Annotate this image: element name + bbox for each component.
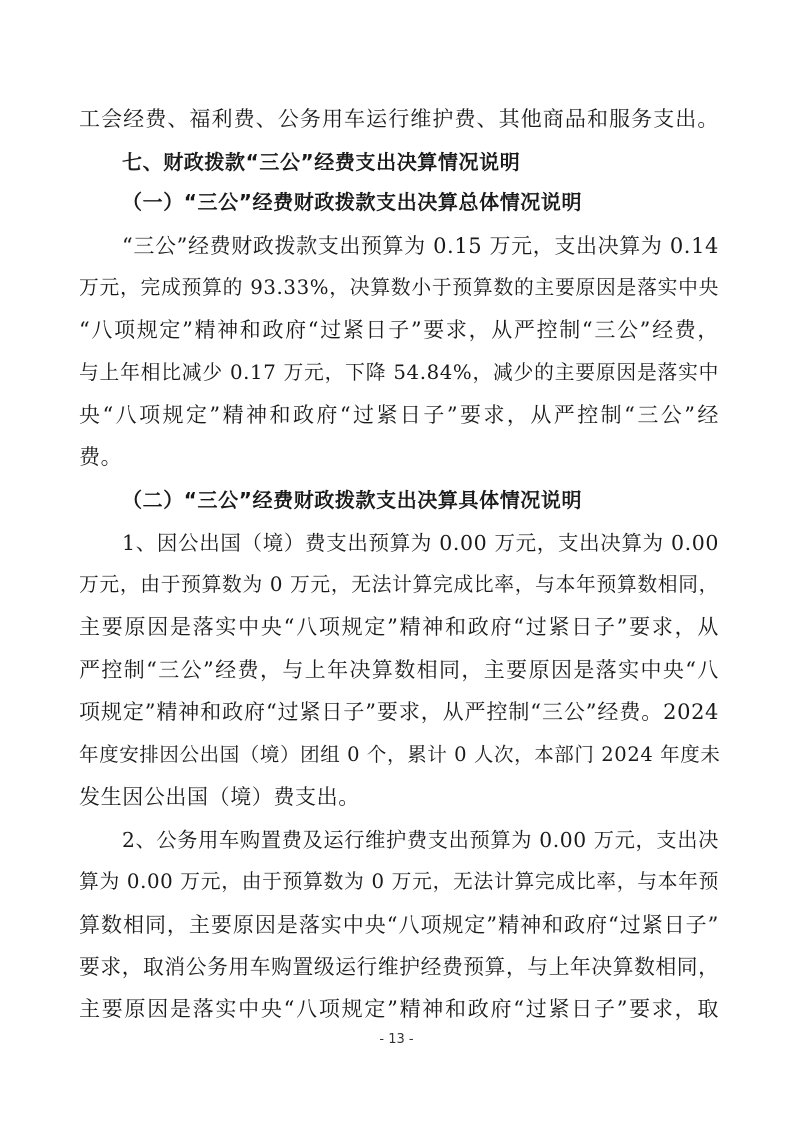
paragraph-line: “八项规定”精神和政府“过紧日子”要求，从严控制“三公”经费， [79, 318, 719, 342]
paragraph-line: 算数相同，主要原因是落实中央“八项规定”精神和政府“过紧日子” [79, 913, 719, 937]
paragraph-line: 与上年相比减少 0.17 万元，下降 54.84%，减少的主要原因是落实中 [79, 361, 719, 384]
paragraph-line: 1、因公出国（境）费支出预算为 0.00 万元，支出决算为 0.00 [122, 531, 719, 555]
paragraph-line: “三公”经费财政拨款支出预算为 0.15 万元，支出决算为 0.14 [122, 234, 719, 258]
paragraph-line: 严控制“三公”经费，与上年决算数相同，主要原因是落实中央“八 [79, 658, 719, 682]
paragraph-line: 主要原因是落实中央“八项规定”精神和政府“过紧日子”要求，从 [79, 615, 719, 639]
paragraph-line: 万元，完成预算的 93.33%，决算数小于预算数的主要原因是落实中央 [79, 276, 719, 299]
section-heading: 七、财政拨款“三公”经费支出决算情况说明 [122, 150, 521, 174]
paragraph-line: 算为 0.00 万元，由于预算数为 0 万元，无法计算完成比率，与本年预 [79, 870, 719, 893]
subsection-heading: （二）“三公”经费财政拨款支出决算具体情况说明 [122, 488, 583, 512]
paragraph-line: 工会经费、福利费、公务用车运行维护费、其他商品和服务支出。 [79, 107, 719, 131]
paragraph-line: 费。 [79, 445, 123, 469]
paragraph-line: 万元，由于预算数为 0 万元，无法计算完成比率，与本年预算数相同， [79, 573, 719, 596]
paragraph-line: 要求，取消公务用车购置级运行维护经费预算，与上年决算数相同， [79, 955, 720, 979]
paragraph-line: 年度安排因公出国（境）团组 0 个，累计 0 人次，本部门 2024 年度未 [79, 743, 721, 766]
paragraph-line: 2、公务用车购置费及运行维护费支出预算为 0.00 万元，支出决 [122, 828, 719, 852]
page-number: - 13 - [379, 1032, 414, 1047]
paragraph-line: 主要原因是落实中央“八项规定”精神和政府“过紧日子”要求，取 [79, 997, 719, 1021]
paragraph-line: 央“八项规定”精神和政府“过紧日子”要求，从严控制“三公”经 [79, 403, 719, 427]
subsection-heading: （一）“三公”经费财政拨款支出决算总体情况说明 [122, 190, 583, 214]
paragraph-line: 项规定”精神和政府“过紧日子”要求，从严控制“三公”经费。2024 [79, 700, 719, 724]
paragraph-line: 发生因公出国（境）费支出。 [79, 785, 360, 809]
